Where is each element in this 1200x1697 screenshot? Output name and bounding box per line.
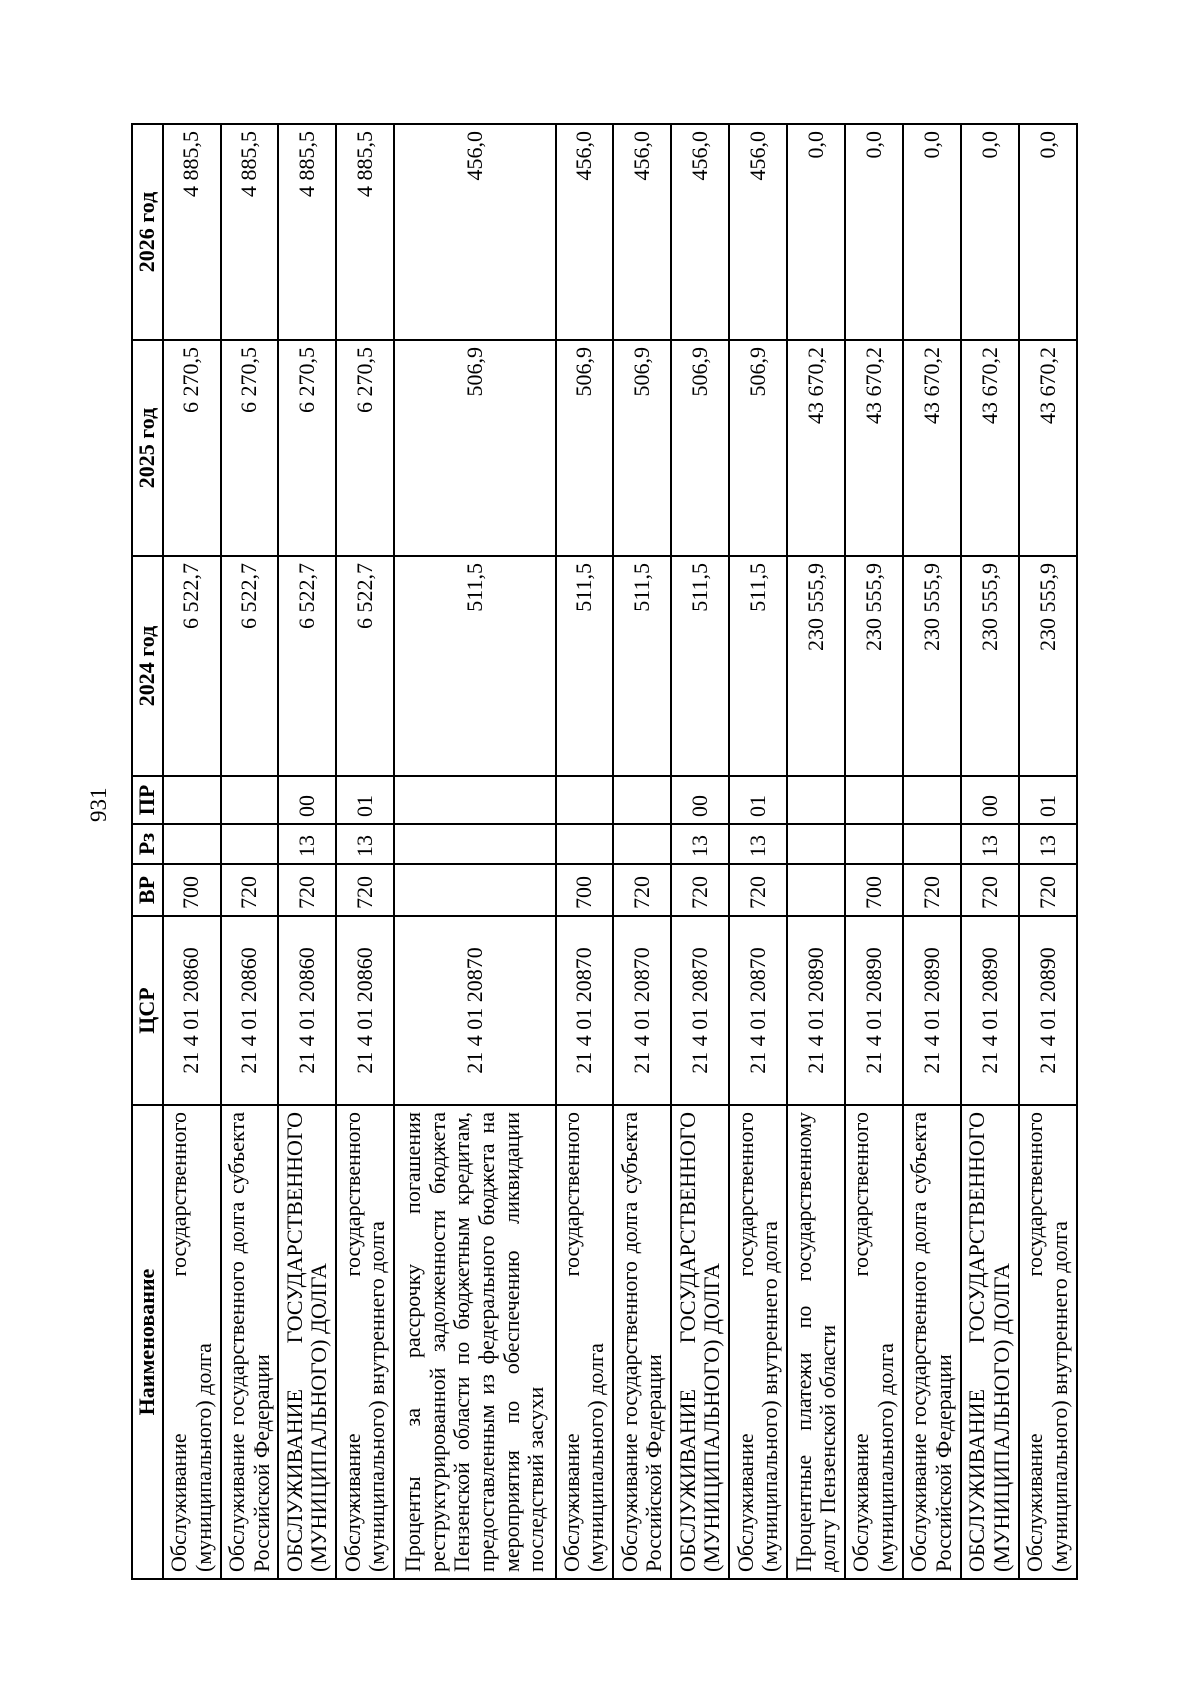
cell-2024: 511,5	[671, 556, 729, 776]
header-2024: 2024 год	[132, 556, 163, 776]
cell-2025: 506,9	[394, 340, 555, 556]
cell-2025: 506,9	[671, 340, 729, 556]
cell-2026: 4 885,5	[336, 124, 394, 340]
table-row	[845, 124, 903, 1579]
cell-name: Обслуживание государственного долга субъекта Российской Федерации	[221, 1105, 279, 1579]
cell-2025: 43 670,2	[903, 340, 961, 556]
cell-pr	[787, 776, 845, 824]
cell-2025: 6 270,5	[163, 340, 221, 556]
cell-2025: 43 670,2	[961, 340, 1019, 556]
cell-csr: 21 4 01 20890	[903, 916, 961, 1105]
cell-vr: 700	[163, 864, 221, 916]
table-row	[961, 124, 1019, 1579]
table-row	[556, 124, 614, 1579]
cell-2024: 230 555,9	[903, 556, 961, 776]
cell-2024: 6 522,7	[163, 556, 221, 776]
budget-table	[131, 123, 1078, 1580]
cell-name: Обслуживание государственного (муниципального) долга	[556, 1105, 614, 1579]
header-csr: ЦСР	[132, 916, 163, 1105]
table-row	[613, 124, 671, 1579]
cell-pr: 00	[961, 776, 1019, 824]
cell-2024: 511,5	[729, 556, 787, 776]
table-row	[221, 124, 279, 1579]
cell-pr: 01	[336, 776, 394, 824]
cell-2024: 230 555,9	[845, 556, 903, 776]
cell-csr: 21 4 01 20860	[221, 916, 279, 1105]
table-header-row	[132, 124, 163, 1579]
cell-pr: 00	[278, 776, 336, 824]
cell-vr: 720	[961, 864, 1019, 916]
table-row	[787, 124, 845, 1579]
cell-2026: 0,0	[787, 124, 845, 340]
cell-pr	[394, 776, 555, 824]
cell-rz: 13	[278, 824, 336, 864]
cell-csr: 21 4 01 20860	[336, 916, 394, 1105]
cell-rz	[845, 824, 903, 864]
cell-csr: 21 4 01 20860	[278, 916, 336, 1105]
header-2025: 2025 год	[132, 340, 163, 556]
table-row	[394, 124, 555, 1579]
cell-2024: 511,5	[556, 556, 614, 776]
cell-2025: 6 270,5	[221, 340, 279, 556]
cell-vr: 720	[671, 864, 729, 916]
cell-2025: 506,9	[556, 340, 614, 556]
cell-csr: 21 4 01 20860	[163, 916, 221, 1105]
header-2026: 2026 год	[132, 124, 163, 340]
cell-name: ОБСЛУЖИВАНИЕ ГОСУДАРСТВЕННОГО (МУНИЦИПАЛЬНОГО) ДОЛГА	[278, 1105, 336, 1579]
cell-csr: 21 4 01 20870	[729, 916, 787, 1105]
table-row	[163, 124, 221, 1579]
cell-2024: 230 555,9	[1019, 556, 1077, 776]
cell-pr	[556, 776, 614, 824]
cell-name: Обслуживание государственного (муниципального) внутреннего долга	[336, 1105, 394, 1579]
cell-2026: 456,0	[613, 124, 671, 340]
cell-name: ОБСЛУЖИВАНИЕ ГОСУДАРСТВЕННОГО (МУНИЦИПАЛЬНОГО) ДОЛГА	[961, 1105, 1019, 1579]
cell-vr: 720	[1019, 864, 1077, 916]
cell-2026: 456,0	[729, 124, 787, 340]
cell-csr: 21 4 01 20890	[787, 916, 845, 1105]
cell-name: Обслуживание государственного долга субъекта Российской Федерации	[903, 1105, 961, 1579]
cell-vr: 720	[278, 864, 336, 916]
cell-vr: 720	[336, 864, 394, 916]
cell-2025: 43 670,2	[787, 340, 845, 556]
cell-csr: 21 4 01 20870	[613, 916, 671, 1105]
cell-2025: 6 270,5	[278, 340, 336, 556]
cell-2026: 4 885,5	[278, 124, 336, 340]
cell-rz	[394, 824, 555, 864]
table-row	[671, 124, 729, 1579]
cell-name: Обслуживание государственного (муниципального) долга	[845, 1105, 903, 1579]
cell-name: Обслуживание государственного (муниципального) внутреннего долга	[1019, 1105, 1077, 1579]
cell-rz	[221, 824, 279, 864]
cell-pr	[221, 776, 279, 824]
cell-rz	[556, 824, 614, 864]
cell-pr	[163, 776, 221, 824]
cell-2026: 0,0	[961, 124, 1019, 340]
cell-vr: 720	[903, 864, 961, 916]
rotated-table-container	[131, 125, 1078, 1580]
cell-2025: 43 670,2	[1019, 340, 1077, 556]
page-number: 931	[86, 787, 111, 822]
cell-2026: 456,0	[394, 124, 555, 340]
cell-2024: 511,5	[394, 556, 555, 776]
cell-2026: 4 885,5	[221, 124, 279, 340]
cell-vr: 720	[613, 864, 671, 916]
table-row	[336, 124, 394, 1579]
cell-pr: 01	[1019, 776, 1077, 824]
cell-name: Обслуживание государственного (муниципального) внутреннего долга	[729, 1105, 787, 1579]
cell-vr: 700	[845, 864, 903, 916]
cell-pr: 00	[671, 776, 729, 824]
cell-2026: 0,0	[903, 124, 961, 340]
cell-2025: 506,9	[613, 340, 671, 556]
cell-2026: 0,0	[845, 124, 903, 340]
cell-rz	[613, 824, 671, 864]
cell-csr: 21 4 01 20890	[845, 916, 903, 1105]
cell-rz: 13	[729, 824, 787, 864]
cell-rz: 13	[961, 824, 1019, 864]
cell-vr: 720	[221, 864, 279, 916]
cell-pr	[613, 776, 671, 824]
table-row	[1019, 124, 1077, 1579]
cell-2026: 456,0	[556, 124, 614, 340]
cell-csr: 21 4 01 20870	[671, 916, 729, 1105]
cell-name: Проценты за рассрочку погашения реструктурированной задолженности бюджета Пензенской области по бюджетным кредитам, предоставленным из федерального бюджета на мероприятия по обеспечению ликвидации последствий засухи	[394, 1105, 555, 1579]
cell-csr: 21 4 01 20890	[1019, 916, 1077, 1105]
cell-2024: 6 522,7	[221, 556, 279, 776]
cell-2024: 6 522,7	[278, 556, 336, 776]
cell-rz	[163, 824, 221, 864]
cell-2025: 506,9	[729, 340, 787, 556]
cell-2024: 6 522,7	[336, 556, 394, 776]
cell-vr	[394, 864, 555, 916]
cell-2024: 230 555,9	[787, 556, 845, 776]
table-row	[729, 124, 787, 1579]
header-vr: ВР	[132, 864, 163, 916]
cell-name: Обслуживание государственного (муниципального) долга	[163, 1105, 221, 1579]
cell-rz: 13	[1019, 824, 1077, 864]
cell-vr	[787, 864, 845, 916]
cell-name: Обслуживание государственного долга субъекта Российской Федерации	[613, 1105, 671, 1579]
cell-2024: 511,5	[613, 556, 671, 776]
cell-pr: 01	[729, 776, 787, 824]
cell-rz	[903, 824, 961, 864]
header-name: Наименование	[132, 1105, 163, 1579]
cell-vr: 720	[729, 864, 787, 916]
cell-2026: 0,0	[1019, 124, 1077, 340]
cell-pr	[845, 776, 903, 824]
cell-2025: 6 270,5	[336, 340, 394, 556]
table-row	[278, 124, 336, 1579]
cell-name: Процентные платежи по государственному долгу Пензенской области	[787, 1105, 845, 1579]
cell-csr: 21 4 01 20870	[556, 916, 614, 1105]
cell-2026: 456,0	[671, 124, 729, 340]
cell-2025: 43 670,2	[845, 340, 903, 556]
header-rz: Рз	[132, 824, 163, 864]
cell-pr	[903, 776, 961, 824]
cell-rz	[787, 824, 845, 864]
table-row	[903, 124, 961, 1579]
cell-rz: 13	[671, 824, 729, 864]
cell-csr: 21 4 01 20890	[961, 916, 1019, 1105]
header-pr: ПР	[132, 776, 163, 824]
cell-2026: 4 885,5	[163, 124, 221, 340]
cell-csr: 21 4 01 20870	[394, 916, 555, 1105]
cell-rz: 13	[336, 824, 394, 864]
cell-2024: 230 555,9	[961, 556, 1019, 776]
cell-name: ОБСЛУЖИВАНИЕ ГОСУДАРСТВЕННОГО (МУНИЦИПАЛЬНОГО) ДОЛГА	[671, 1105, 729, 1579]
cell-vr: 700	[556, 864, 614, 916]
